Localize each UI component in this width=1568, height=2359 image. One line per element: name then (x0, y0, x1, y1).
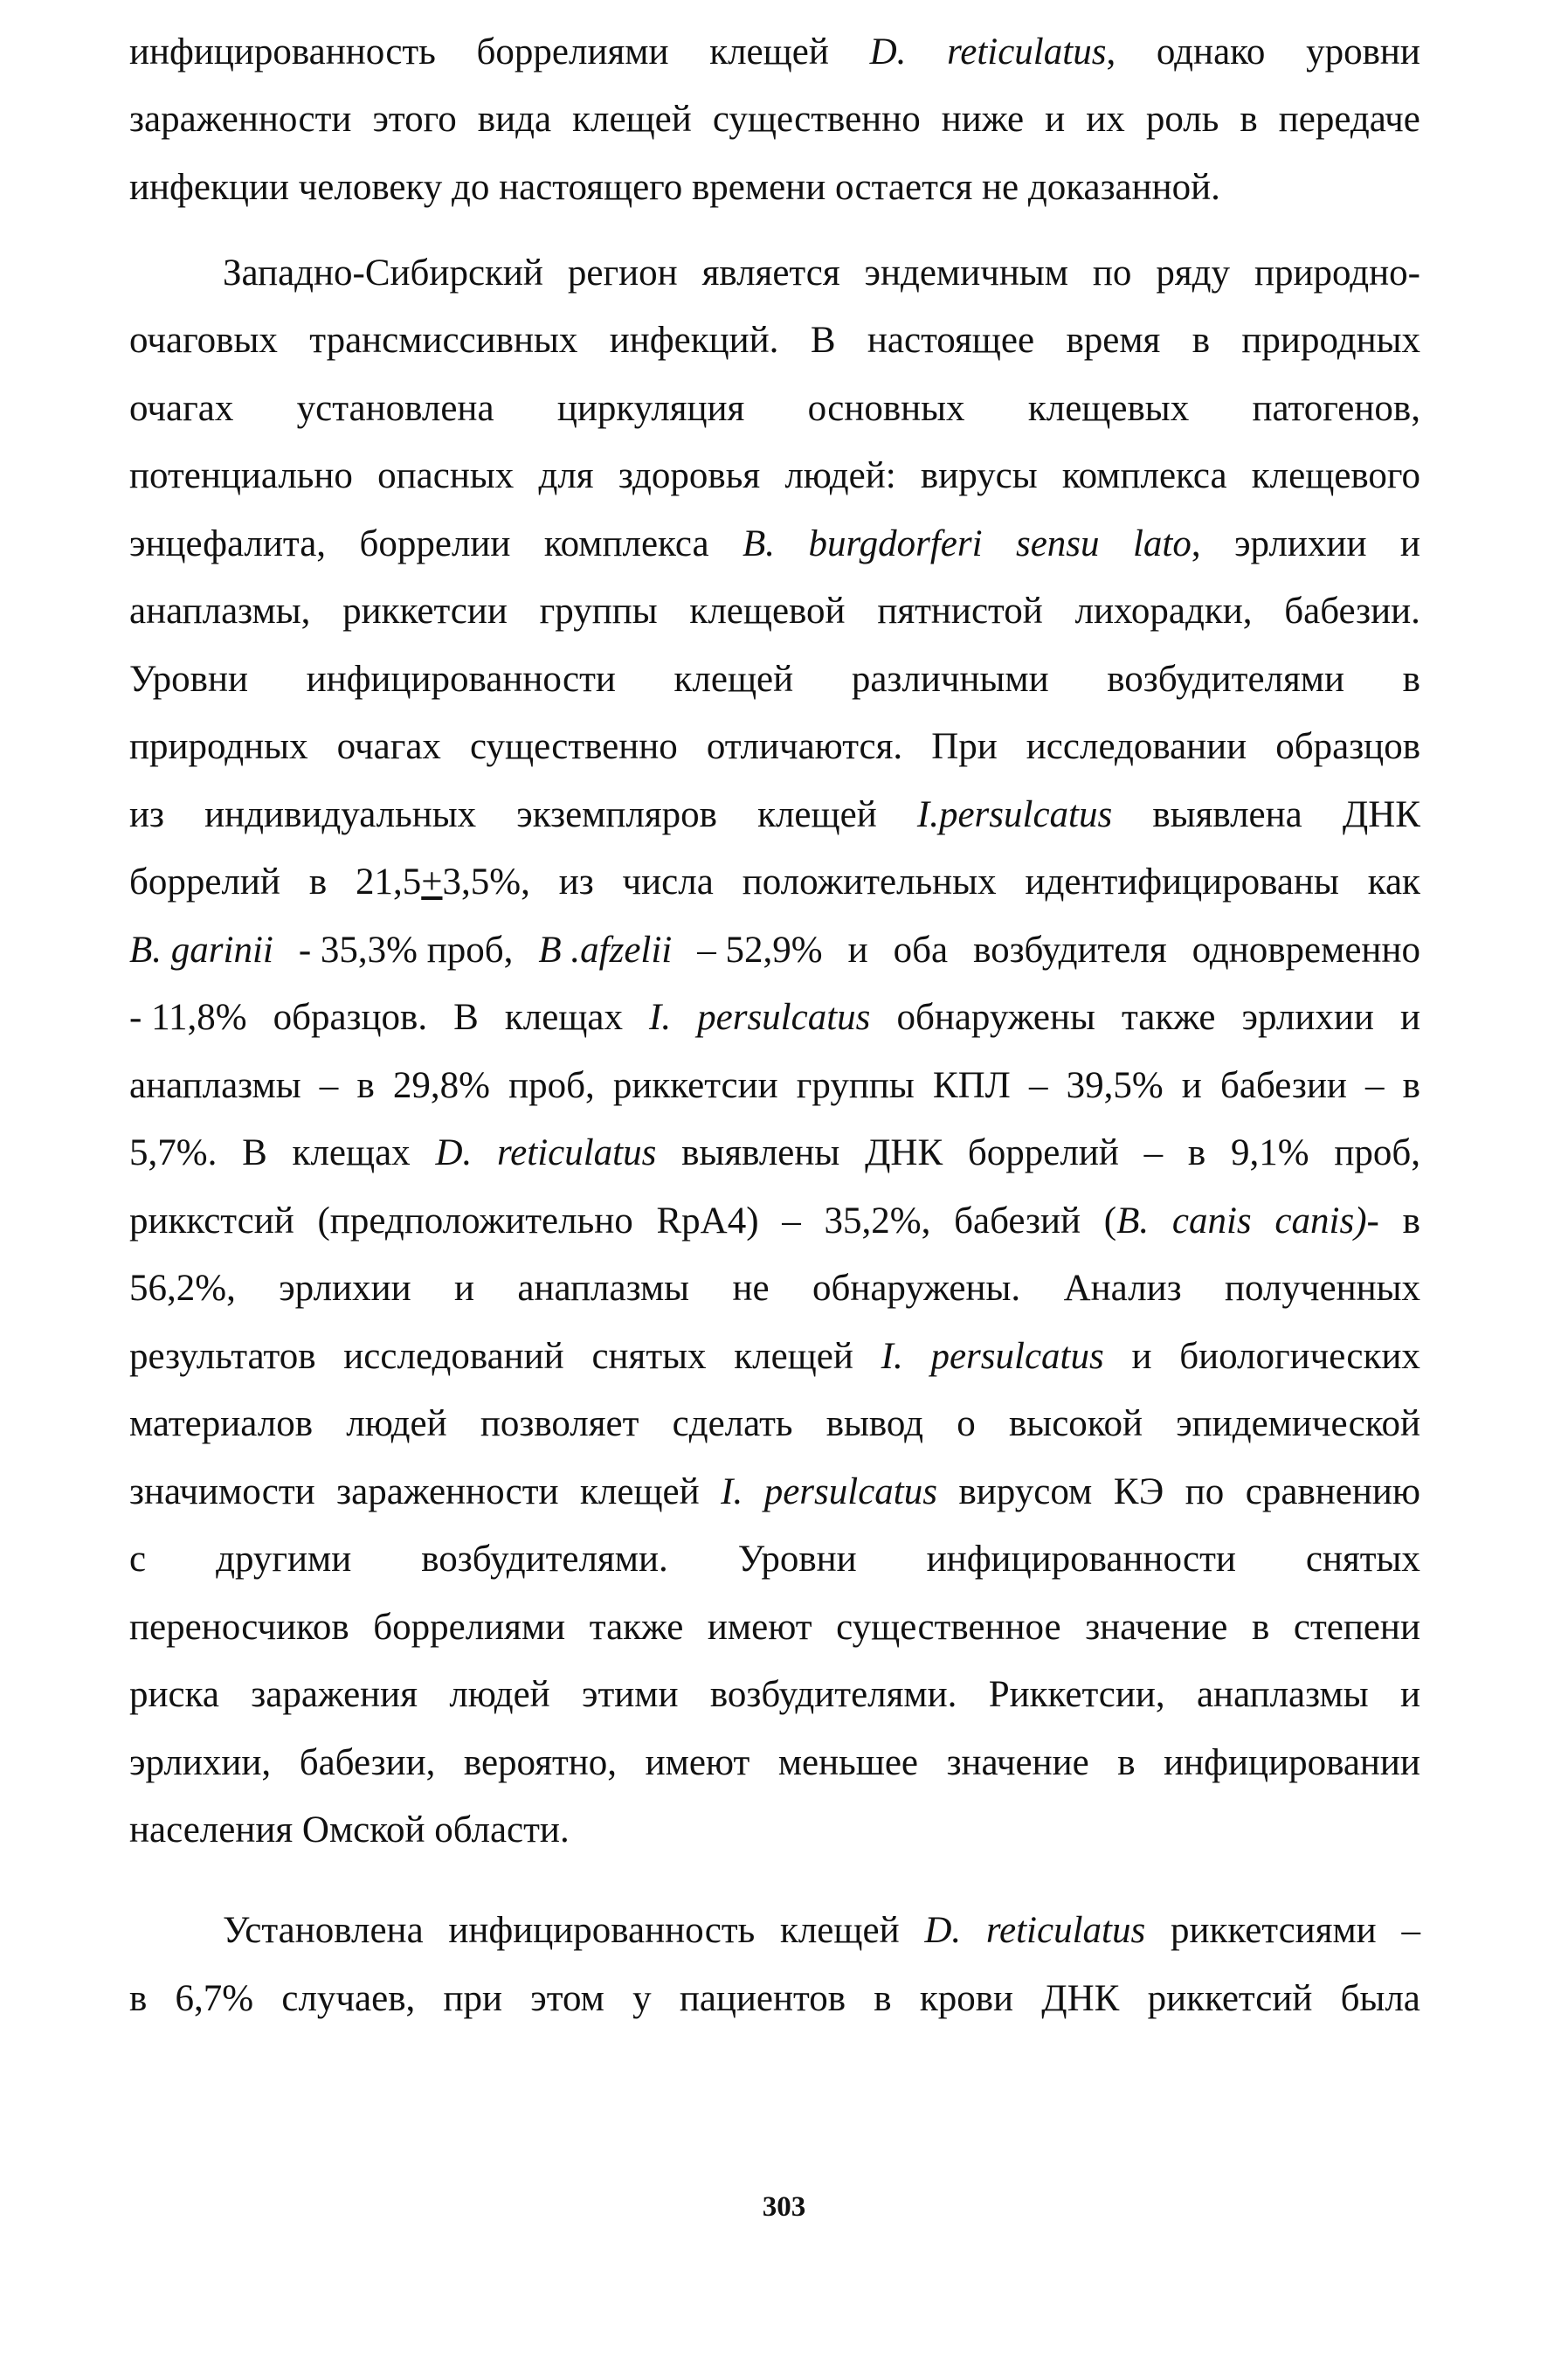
word: – (319, 1065, 339, 1106)
word: D. (924, 1910, 962, 1951)
word: 29,8% (392, 1065, 490, 1106)
word: эрлихии (1234, 523, 1367, 564)
paragraph-2-line-23 (129, 1737, 1420, 1789)
word: – (1143, 1132, 1164, 1173)
word: B. (742, 523, 776, 564)
word: клещей (734, 1336, 853, 1377)
word: анаплазмы (517, 1268, 690, 1309)
word: ДНК (865, 1132, 943, 1173)
word: вида (477, 99, 552, 140)
paragraph-2-line-12 (129, 992, 1420, 1044)
word: заражения (251, 1674, 418, 1715)
word: образцов (1275, 726, 1420, 767)
word: persulcatus (763, 1471, 937, 1512)
word: reticulatus, (947, 31, 1116, 73)
word: снятых (1305, 1539, 1420, 1580)
word: их (1086, 99, 1125, 140)
paragraph-2-line-5 (129, 518, 1420, 571)
word: sensu (1015, 523, 1100, 564)
word: ниже (941, 99, 1025, 140)
word: как (1367, 861, 1420, 903)
paragraph-2-line-15 (129, 1195, 1420, 1248)
word: в (356, 1065, 375, 1106)
word: очагах (336, 726, 441, 767)
paragraph-2-line-14 (129, 1127, 1420, 1180)
word: комплекса (543, 523, 709, 564)
word: полученных (1224, 1268, 1420, 1309)
word: крови (919, 1978, 1014, 2019)
paragraph-2-line-18 (129, 1398, 1420, 1450)
word: бабезии, (299, 1742, 436, 1783)
word: случаев, (281, 1978, 416, 2019)
word: идентифицированы (1025, 861, 1339, 903)
word: B. garinii (129, 930, 273, 971)
word: - 11,8% (129, 997, 247, 1038)
word: – (1365, 1065, 1385, 1106)
word: возбудителями. (421, 1539, 668, 1580)
word: canis (1171, 1200, 1252, 1242)
word: риккетсий (1147, 1978, 1313, 2019)
word: регион (567, 253, 678, 294)
word: трансмиссивных (309, 320, 578, 361)
word: боррелиями (476, 31, 669, 73)
paragraph-2-line-1 (223, 247, 1420, 300)
word: 21,5+3,5%, (355, 861, 530, 903)
word: – 52,9% (697, 930, 823, 971)
word: группы (539, 591, 658, 632)
word: существенное (836, 1607, 1061, 1648)
paragraph-2-line-13 (129, 1060, 1420, 1112)
word: исследовании (1026, 726, 1247, 767)
word: меньшее (777, 1742, 919, 1783)
word: B .afzelii (538, 930, 673, 971)
paragraph-2-line-7 (129, 654, 1420, 706)
word: инфицированность (448, 1910, 756, 1951)
word: в (1240, 99, 1258, 140)
word: и (1399, 997, 1420, 1038)
word: canis)- (1274, 1200, 1379, 1242)
word: ряду (1156, 253, 1230, 294)
paragraph-2-line-2 (129, 315, 1420, 367)
word: сделать (672, 1403, 793, 1444)
word: вирусы (920, 455, 1038, 496)
paragraph-2-line-19 (129, 1466, 1420, 1518)
word: степени (1293, 1607, 1420, 1648)
word: в (1402, 1200, 1420, 1242)
word: установлена (296, 388, 494, 429)
word: 35,2%, (824, 1200, 931, 1242)
word: сравнению (1245, 1471, 1420, 1512)
paragraph-1-line-2 (129, 93, 1420, 146)
word: одновременно (1192, 930, 1420, 971)
word: - 35,3% проб, (298, 930, 514, 971)
word: энцефалита, (129, 523, 327, 564)
word: очаговых (129, 320, 278, 361)
word: В (242, 1132, 267, 1173)
word: биологических (1179, 1336, 1420, 1377)
word: этом (530, 1978, 604, 2019)
word: возбудителями (1107, 659, 1345, 700)
word: риска (129, 1674, 219, 1715)
word: клещах (504, 997, 623, 1038)
paragraph-2-line-11 (129, 924, 1420, 977)
word: в (1117, 1742, 1136, 1783)
word: клещей (779, 1910, 900, 1951)
word: 56,2%, (129, 1268, 236, 1309)
word: значение (946, 1742, 1089, 1783)
word: риккстсий (129, 1200, 294, 1242)
word: возбудителями. (709, 1674, 957, 1715)
paragraph-2-line-10 (129, 856, 1420, 909)
word: анаплазмы (1196, 1674, 1369, 1715)
word: Уровни (129, 659, 248, 700)
word: боррелиями (373, 1607, 566, 1648)
word: ДНК (1041, 1978, 1120, 2019)
word: бабезии. (1284, 591, 1420, 632)
word: риккетсиями (1170, 1910, 1377, 1951)
page-number: 303 (762, 2191, 806, 2223)
word: высокой (1009, 1403, 1143, 1444)
word: Установлена (223, 1910, 424, 1951)
word: значение (1085, 1607, 1228, 1648)
word: индивидуальных (204, 794, 477, 835)
paragraph-2-line-22 (129, 1669, 1420, 1721)
word: циркуляция (556, 388, 745, 429)
word: риккетсии (342, 591, 508, 632)
word: в (129, 1978, 148, 2019)
word: лихорадки, (1074, 591, 1253, 632)
word: и (1045, 99, 1066, 140)
word: RpA4) (656, 1200, 759, 1242)
word: клещей (709, 31, 829, 73)
word: время (1066, 320, 1161, 361)
paragraph-2-line-8 (129, 721, 1420, 773)
word: отличаются. (706, 726, 903, 767)
word: D. (869, 31, 907, 73)
word: в (874, 1978, 892, 2019)
paragraph-1-line-3: инфекции человеку до настоящего времени остается не доказанной. (129, 167, 1220, 208)
word: проб, (1334, 1132, 1420, 1173)
paragraph-2-line-4 (129, 450, 1420, 502)
word: пятнистой (877, 591, 1043, 632)
word: клещевых (1027, 388, 1190, 429)
word: reticulatus (497, 1132, 657, 1173)
word: I.persulcatus (916, 794, 1113, 835)
word: клещей (580, 1471, 700, 1512)
word: зараженности (129, 99, 352, 140)
word: в (1192, 320, 1211, 361)
word: основных (807, 388, 965, 429)
word: группы (796, 1065, 915, 1106)
word: числа (622, 861, 714, 903)
paragraph-2-line-17 (129, 1331, 1420, 1383)
word: вероятно, (463, 1742, 618, 1783)
word: существенно (712, 99, 921, 140)
word: Риккетсии, (988, 1674, 1165, 1715)
word: людей: (784, 455, 896, 496)
word: клещевого (1251, 455, 1420, 496)
word: уровни (1306, 31, 1420, 73)
word: комплекса (1061, 455, 1227, 496)
word: выявлена (1152, 794, 1302, 835)
word: в (1187, 1132, 1206, 1173)
word: persulcatus (697, 997, 871, 1038)
word: D. (435, 1132, 473, 1173)
word: экземпляров (516, 794, 717, 835)
word: I. (721, 1471, 743, 1512)
word: в (308, 861, 328, 903)
word: очагах (129, 388, 234, 429)
paragraph-2-line-9 (129, 789, 1420, 841)
word: снятых (591, 1336, 707, 1377)
word: Уровни (737, 1539, 857, 1580)
word: здоровья (618, 455, 761, 496)
word: природных (1241, 320, 1420, 361)
word: КЭ (1113, 1471, 1164, 1512)
word: анаплазмы, (129, 591, 311, 632)
word: при (443, 1978, 503, 2019)
word: – (782, 1200, 801, 1242)
word: образцов. (273, 997, 428, 1038)
paragraph-3-line-1 (223, 1905, 1420, 1957)
word: 39,5% (1066, 1065, 1164, 1106)
word: и (847, 930, 868, 971)
paragraph-3-line-2 (129, 1973, 1420, 2025)
word: (B. (1103, 1200, 1150, 1242)
word: Западно-Сибирский (223, 253, 543, 294)
word: обнаружены. (812, 1268, 1021, 1309)
word: клещевой (689, 591, 846, 632)
word: по (1185, 1471, 1225, 1512)
word: При (931, 726, 998, 767)
word: и (454, 1268, 475, 1309)
word: эпидемической (1176, 1403, 1420, 1444)
word: людей (449, 1674, 550, 1715)
word: людей (346, 1403, 447, 1444)
paragraph-2-line-3 (129, 383, 1420, 435)
word: (предположительно (317, 1200, 633, 1242)
word: позволяет (480, 1403, 639, 1444)
word: бабезий (954, 1200, 1081, 1242)
word: этими (582, 1674, 679, 1715)
word: настоящее (867, 320, 1035, 361)
word: положительных (742, 861, 997, 903)
word: в (1402, 1065, 1420, 1106)
word: оба (893, 930, 949, 971)
word: патогенов, (1252, 388, 1420, 429)
word: бабезии (1219, 1065, 1347, 1106)
word: с (129, 1539, 147, 1580)
word: инфекций. (609, 320, 779, 361)
word: инфицированность (129, 31, 436, 73)
word: переносчиков (129, 1607, 349, 1648)
paragraph-2-line-16 (129, 1263, 1420, 1315)
word: проб, (508, 1065, 595, 1106)
word: I. (881, 1336, 903, 1377)
word: обнаружены (896, 997, 1095, 1038)
word: В (453, 997, 479, 1038)
word: клещей (673, 659, 794, 700)
word: материалов (129, 1403, 314, 1444)
word: – (1028, 1065, 1048, 1106)
word: эрлихии (1241, 997, 1374, 1038)
paragraph-2-line-24: населения Омской области. (129, 1809, 570, 1851)
word: из (129, 794, 164, 835)
word: анаплазмы (129, 1065, 301, 1106)
word: природно- (1254, 253, 1420, 294)
word: не (732, 1268, 770, 1309)
paragraph-2-line-20 (129, 1533, 1420, 1586)
word: I. (649, 997, 672, 1038)
word: природных (129, 726, 308, 767)
word: burgdorferi (808, 523, 983, 564)
word: потенциально (129, 455, 353, 496)
word: пациентов (679, 1978, 846, 2019)
word: является (701, 253, 840, 294)
paragraph-2-line-21 (129, 1601, 1420, 1654)
paragraph-2-line-6 (129, 585, 1420, 638)
word: имеют (707, 1607, 812, 1648)
word: инфицированности (926, 1539, 1236, 1580)
word: опасных (377, 455, 515, 496)
word: клещах (292, 1132, 411, 1173)
word: исследований (343, 1336, 564, 1377)
word: reticulatus (985, 1910, 1146, 1951)
word: вывод (825, 1403, 924, 1444)
word: для (538, 455, 594, 496)
word: этого (372, 99, 457, 140)
word: была (1340, 1978, 1420, 2019)
word: по (1092, 253, 1132, 294)
word: о (957, 1403, 976, 1444)
word: боррелии (359, 523, 511, 564)
word: инфицировании (1164, 1742, 1420, 1783)
word: из (558, 861, 594, 903)
word: и (1399, 1674, 1420, 1715)
word: 5,7%. (129, 1132, 218, 1173)
word: эндемичным (864, 253, 1068, 294)
word: различными (851, 659, 1049, 700)
word: боррелий (967, 1132, 1119, 1173)
word: значимости (129, 1471, 315, 1512)
word: клещей (572, 99, 692, 140)
word: боррелий (129, 861, 280, 903)
word: lato, (1132, 523, 1201, 564)
word: – (1401, 1910, 1420, 1951)
word: в (1402, 659, 1420, 700)
word: также (1121, 997, 1216, 1038)
word: persulcatus (930, 1336, 1104, 1377)
word: риккетсии (612, 1065, 778, 1106)
word: ДНК (1342, 794, 1420, 835)
word: роль (1145, 99, 1219, 140)
word: КПЛ (932, 1065, 1011, 1106)
word: имеют (645, 1742, 750, 1783)
word: результатов (129, 1336, 316, 1377)
word: однако (1156, 31, 1266, 73)
word: эрлихии, (129, 1742, 272, 1783)
word: и (1181, 1065, 1202, 1106)
word: клещей (757, 794, 877, 835)
word: также (589, 1607, 684, 1648)
word: возбудителя (973, 930, 1167, 971)
word: Анализ (1063, 1268, 1182, 1309)
word: 9,1% (1230, 1132, 1309, 1173)
word: эрлихии (279, 1268, 411, 1309)
word: передаче (1278, 99, 1420, 140)
word: зараженности (336, 1471, 559, 1512)
word: инфицированности (306, 659, 616, 700)
word: выявлены (681, 1132, 840, 1173)
word: и (1399, 523, 1420, 564)
paragraph-1-line-1 (129, 26, 1420, 79)
word: 6,7% (175, 1978, 254, 2019)
word: в (1251, 1607, 1270, 1648)
word: и (1131, 1336, 1152, 1377)
word: В (810, 320, 836, 361)
word: вирусом (958, 1471, 1093, 1512)
word: существенно (469, 726, 678, 767)
word: другими (216, 1539, 352, 1580)
word: у (632, 1978, 652, 2019)
